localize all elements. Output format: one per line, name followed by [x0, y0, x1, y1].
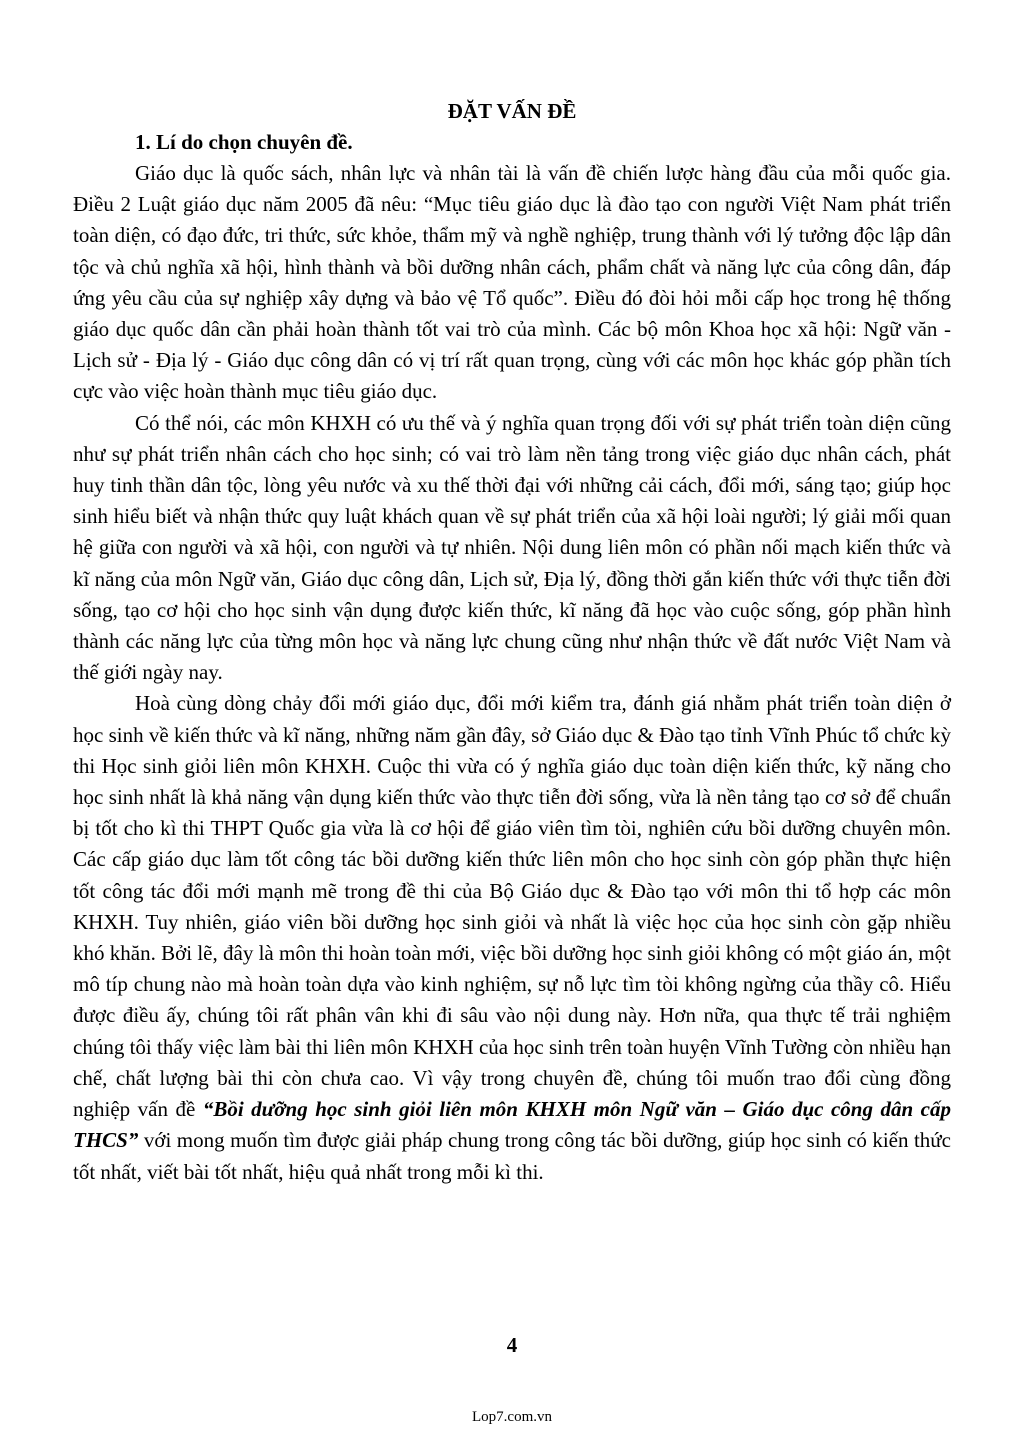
document-body: [73, 96, 951, 1188]
paragraph-3-intro: Hoà cùng dòng chảy đổi mới giáo dục, đổi mới kiểm tra, đánh giá nhằm phát triển toàn diện ở học sinh về kiến thức và kĩ năng, những năm gần đây, sở Giáo dục & Đào tạo tỉnh Vĩnh Phúc tổ chức kỳ thi Học sinh giỏi liên môn KHXH. Cuộc thi vừa có ý nghĩa giáo dục toàn diện kiến thức, kỹ năng cho học sinh nhất là khả năng vận dụng kiến thức vào thực tiễn đời sống, vừa là nền tảng tạo cơ sở để chuẩn bị tốt cho kì thi THPT Quốc gia vừa là cơ hội để giáo viên tìm tòi, nghiên cứu bồi dưỡng chuyên môn. Các cấp giáo dục làm tốt công tác bồi dưỡng kiến thức liên môn cho học sinh còn góp phần thực hiện tốt công tác đổi mới mạnh mẽ trong đề thi của Bộ Giáo dục & Đào tạo với môn thi tổ hợp các môn KHXH. Tuy nhiên, giáo viên bồi dưỡng học sinh giỏi và nhất là việc học của học sinh còn gặp nhiều khó khăn. Bởi lẽ, đây là môn thi hoàn toàn mới, việc bồi dưỡng học sinh giỏi không có một giáo án, một mô típ chung nào mà hoàn toàn dựa vào kinh nghiệm, sự nỗ lực tìm tòi không ngừng của thầy cô. Hiểu được điều ấy, chúng tôi rất phân vân khi đi sâu vào nội dung này. Hơn nữa, qua thực tế trải nghiệm chúng tôi thấy việc làm bài thi liên môn KHXH của học sinh trên toàn huyện Vĩnh Tường còn nhiều hạn chế, chất lượng bài thi còn chưa cao. Vì vậy trong chuyên đề, chúng tôi muốn trao đổi cùng đồng nghiệp vấn đề: [73, 691, 951, 1122]
document-heading: ĐẶT VẤN ĐỀ: [447, 99, 577, 123]
paragraph-2: Có thể nói, các môn KHXH có ưu thế và ý nghĩa quan trọng đối với sự phát triển toàn diện cũng như sự phát triển nhân cách cho học sinh; có vai trò làm nền tảng trong việc giáo dục nhân cách, phát huy tinh thần dân tộc, lòng yêu nước và xu thế thời đại với những cải cách, đổi mới, sáng tạo; giúp học sinh hiểu biết và nhận thức quy luật khách quan về sự phát triển của xã hội loài người; lý giải mối quan hệ giữa con người và xã hội, con người và tự nhiên. Nội dung liên môn có phần nối mạch kiến thức và kĩ năng của môn Ngữ văn, Giáo dục công dân, Lịch sử, Địa lý, đồng thời gắn kiến thức với thực tiễn đời sống, tạo cơ hội cho học sinh vận dụng được kiến thức, kĩ năng đã học vào cuộc sống, góp phần hình thành các năng lực của từng môn học và năng lực chung cũng như nhận thức về đất nước Việt Nam và thế giới ngày nay.: [73, 410, 951, 685]
topic-title: “Bồi dưỡng học sinh giỏi liên môn KHXH môn Ngữ văn – Giáo dục công dân cấp THCS”: [73, 1097, 952, 1153]
paragraph-3-outro: với mong muốn tìm được giải pháp chung trong công tác bồi dưỡng, giúp học sinh có kiến thức tốt nhất, viết bài tốt nhất, hiệu quả nhất trong mỗi kì thi.: [73, 1128, 951, 1184]
footer-source: Lop7.com.vn: [472, 1409, 552, 1425]
section-title: 1. Lí do chọn chuyên đề.: [135, 130, 353, 154]
paragraph-3: [73, 688, 951, 1187]
page-number: 4: [506, 1333, 518, 1357]
paragraph-1: Giáo dục là quốc sách, nhân lực và nhân tài là vấn đề chiến lược hàng đầu của mỗi quốc gia. Điều 2 Luật giáo dục năm 2005 đã nêu: “Mục tiêu giáo dục là đào tạo con người Việt Nam phát triển toàn diện, có đạo đức, tri thức, sức khỏe, thẩm mỹ và nghề nghiệp, trung thành với lý tưởng độc lập dân tộc và chủ nghĩa xã hội, hình thành và bồi dưỡng nhân cách, phẩm chất và năng lực của công dân, đáp ứng yêu cầu của sự nghiệp xây dựng và bảo vệ Tổ quốc”. Điều đó đòi hỏi mỗi cấp học trong hệ thống giáo dục quốc dân cần phải hoàn thành tốt vai trò của mình. Các bộ môn Khoa học xã hội: Ngữ văn - Lịch sử - Địa lý - Giáo dục công dân có vị trí rất quan trọng, cùng với các môn học khác góp phần tích cực vào việc hoàn thành mục tiêu giáo dục.: [73, 161, 951, 404]
